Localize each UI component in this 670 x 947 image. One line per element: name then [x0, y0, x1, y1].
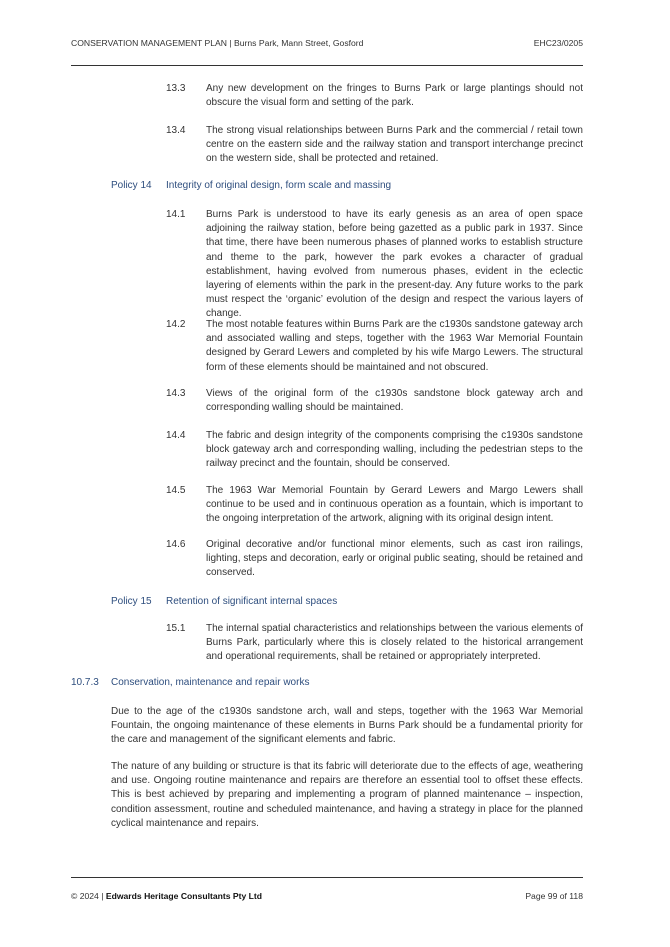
footer-credit	[71, 891, 262, 901]
clause-text: The fabric and design integrity of the components comprising the c1930s sandstone block gateway arch and corresponding walling, including the pedestrian steps to the railway precinct and the fountain, should be conserved.	[206, 430, 583, 470]
clause-number: 13.3	[166, 83, 186, 94]
clause-14-5	[166, 484, 583, 527]
section-heading	[71, 677, 309, 688]
clause-text: Any new development on the fringes to Burns Park or large plantings should not obscure the visual form and setting of the park.	[206, 83, 583, 109]
page-number: Page 99 of 118	[525, 891, 583, 901]
clause-number: 13.4	[166, 125, 186, 136]
section-title: Conservation, maintenance and repair works	[111, 677, 310, 688]
page-footer	[71, 891, 583, 901]
company-name: Edwards Heritage Consultants Pty Ltd	[105, 891, 263, 901]
clause-13-4	[166, 124, 583, 167]
clause-14-4	[166, 429, 583, 472]
header-rule	[71, 65, 583, 66]
body-paragraph: Due to the age of the c1930s sandstone arch, wall and steps, together with the 1963 War Memorial Fountain, the ongoing maintenance of these elements in Burns Park should be a fundamental priority for the care and management of the significant elements and fabric.	[111, 706, 583, 746]
copyright-text: © 2024 |	[71, 891, 104, 901]
body-paragraph: The nature of any building or structure is that its fabric will deteriorate due to the effects of age, weathering and use. Ongoing routine maintenance and repairs are therefore an essential tool to offset these effects. This is best achieved by preparing and implementing a program of planned maintenance – inspection, condition assessment, routine and scheduled maintenance, and having a strategy in place for the planned cyclical maintenance and repairs.	[111, 761, 583, 829]
clause-15-1	[166, 622, 583, 665]
footer-rule	[71, 877, 583, 878]
clause-14-1	[166, 208, 583, 322]
clause-text: The 1963 War Memorial Fountain by Gerard Lewers and Margo Lewers shall continue to be used and in continuous operation as a fountain, which is important to the ongoing interpretation of the artwork, aligning with its original design intent.	[206, 485, 583, 525]
clause-14-3	[166, 387, 583, 415]
clause-number: 14.2	[166, 319, 186, 330]
header-title: CONSERVATION MANAGEMENT PLAN | Burns Park, Mann Street, Gosford	[71, 38, 364, 48]
policy-number: Policy 15	[111, 596, 152, 607]
clause-number: 14.6	[166, 539, 186, 550]
clause-number: 14.5	[166, 485, 186, 496]
clause-14-6	[166, 538, 583, 581]
clause-number: 15.1	[166, 623, 186, 634]
clause-text: The most notable features within Burns Park are the c1930s sandstone gateway arch and associated walling and steps, together with the 1963 War Memorial Fountain designed by Gerard Lewers and completed by his wife Margo Lewers. The structural form of these elements should be maintained and not obscured.	[206, 319, 583, 373]
policy-14-heading	[111, 180, 391, 191]
document-reference: EHC23/0205	[533, 38, 583, 48]
clause-number: 14.3	[166, 388, 186, 399]
clause-number: 14.1	[166, 209, 186, 220]
section-number: 10.7.3	[71, 677, 99, 688]
clause-text: Views of the original form of the c1930s sandstone block gateway arch and corresponding walling should be maintained.	[206, 388, 583, 414]
clause-13-3	[166, 82, 583, 110]
clause-14-2	[166, 318, 583, 375]
clause-text: Burns Park is understood to have its early genesis as an area of open space adjoining the railway station, before being gazetted as a public park in 1937. Since that time, there have been numerous phases of planned works to establish structure and theme to the park, however the park evokes a character of gradual establishment, having evolved from numerous phases, evident in the eclectic layering of elements within the park in the present-day. Any future works to the park must respect the ‘organic’ evolution of the design and respect the various layers of change.	[206, 209, 583, 320]
policy-number: Policy 14	[111, 180, 152, 191]
policy-15-heading	[111, 596, 337, 607]
policy-title: Integrity of original design, form scale and massing	[166, 180, 392, 191]
clause-text: The internal spatial characteristics and relationships between the various elements of Burns Park, particularly where this is closely related to the historical arrangement and operational requirements, shall be retained or appropriately interpreted.	[206, 623, 583, 663]
clause-text: Original decorative and/or functional minor elements, such as cast iron railings, lighting, steps and decoration, early or original public seating, should be retained and conserved.	[206, 539, 583, 579]
page-header	[71, 38, 583, 48]
clause-number: 14.4	[166, 430, 186, 441]
policy-title: Retention of significant internal spaces	[166, 596, 338, 607]
clause-text: The strong visual relationships between Burns Park and the commercial / retail town centre on the eastern side and the railway station and transport interchange precinct on the western side, shall be protected and retained.	[206, 125, 583, 165]
